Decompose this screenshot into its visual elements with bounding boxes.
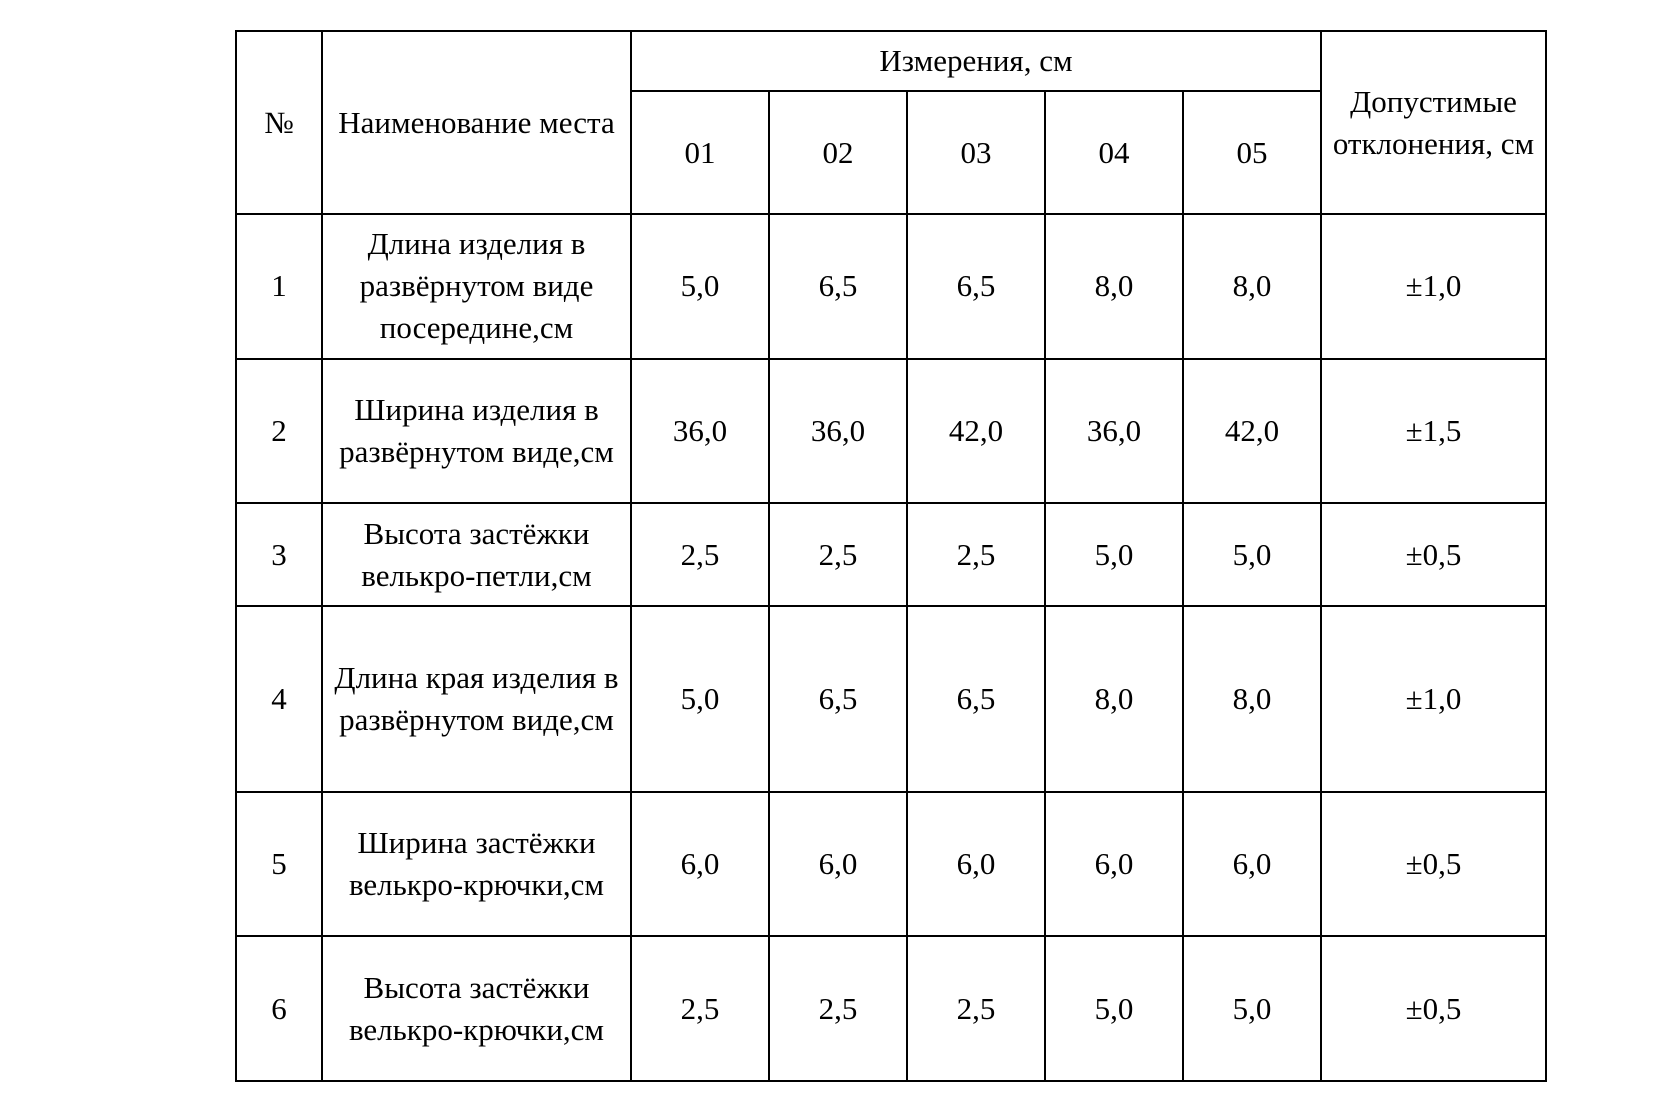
table-row: [236, 503, 1546, 606]
row-value: 5,0: [631, 606, 769, 792]
row-place-name: Высота застёжки велькро-петли,см: [322, 503, 631, 606]
row-value: 6,0: [1045, 792, 1183, 937]
row-place-name: Ширина изделия в развёрнутом виде,см: [322, 359, 631, 504]
row-value: 36,0: [1045, 359, 1183, 504]
row-deviation: ±1,0: [1321, 606, 1546, 792]
table-row: [236, 792, 1546, 937]
table-row: [236, 214, 1546, 359]
measurements-table: [235, 30, 1547, 1082]
row-value: 6,5: [907, 214, 1045, 359]
row-value: 8,0: [1045, 606, 1183, 792]
row-place-name: Длина изделия в развёрнутом виде посередине,см: [322, 214, 631, 359]
row-value: 6,0: [769, 792, 907, 937]
header-measurement-02: 02: [769, 91, 907, 214]
row-value: 5,0: [1045, 936, 1183, 1081]
header-number: №: [236, 31, 322, 214]
row-number: 6: [236, 936, 322, 1081]
row-value: 2,5: [907, 503, 1045, 606]
row-deviation: ±0,5: [1321, 503, 1546, 606]
row-number: 3: [236, 503, 322, 606]
header-measurement-05: 05: [1183, 91, 1321, 214]
row-value: 6,5: [907, 606, 1045, 792]
row-value: 5,0: [1183, 936, 1321, 1081]
row-value: 6,5: [769, 606, 907, 792]
row-value: 2,5: [631, 503, 769, 606]
header-deviation: Допустимые отклонения, см: [1321, 31, 1546, 214]
header-place-name: Наименование места: [322, 31, 631, 214]
row-place-name: Высота застёжки велькро-крючки,см: [322, 936, 631, 1081]
row-value: 8,0: [1183, 214, 1321, 359]
row-number: 5: [236, 792, 322, 937]
table-row: [236, 359, 1546, 504]
row-value: 6,0: [907, 792, 1045, 937]
row-number: 2: [236, 359, 322, 504]
row-number: 4: [236, 606, 322, 792]
row-value: 36,0: [769, 359, 907, 504]
header-row-top: [236, 31, 1546, 91]
row-deviation: ±0,5: [1321, 792, 1546, 937]
header-measurement-01: 01: [631, 91, 769, 214]
row-value: 5,0: [631, 214, 769, 359]
row-deviation: ±0,5: [1321, 936, 1546, 1081]
row-value: 5,0: [1183, 503, 1321, 606]
row-value: 42,0: [907, 359, 1045, 504]
table-row: [236, 606, 1546, 792]
row-deviation: ±1,5: [1321, 359, 1546, 504]
row-value: 8,0: [1183, 606, 1321, 792]
row-value: 6,0: [1183, 792, 1321, 937]
header-measurement-03: 03: [907, 91, 1045, 214]
row-value: 42,0: [1183, 359, 1321, 504]
row-value: 2,5: [769, 503, 907, 606]
row-value: 6,0: [631, 792, 769, 937]
row-place-name: Ширина застёжки велькро-крючки,см: [322, 792, 631, 937]
row-value: 2,5: [631, 936, 769, 1081]
row-number: 1: [236, 214, 322, 359]
header-measurement-04: 04: [1045, 91, 1183, 214]
row-place-name: Длина края изделия в развёрнутом виде,см: [322, 606, 631, 792]
row-value: 2,5: [769, 936, 907, 1081]
row-value: 8,0: [1045, 214, 1183, 359]
row-deviation: ±1,0: [1321, 214, 1546, 359]
row-value: 6,5: [769, 214, 907, 359]
row-value: 36,0: [631, 359, 769, 504]
header-measurements-group: Измерения, см: [631, 31, 1321, 91]
row-value: 5,0: [1045, 503, 1183, 606]
table-row: [236, 936, 1546, 1081]
row-value: 2,5: [907, 936, 1045, 1081]
